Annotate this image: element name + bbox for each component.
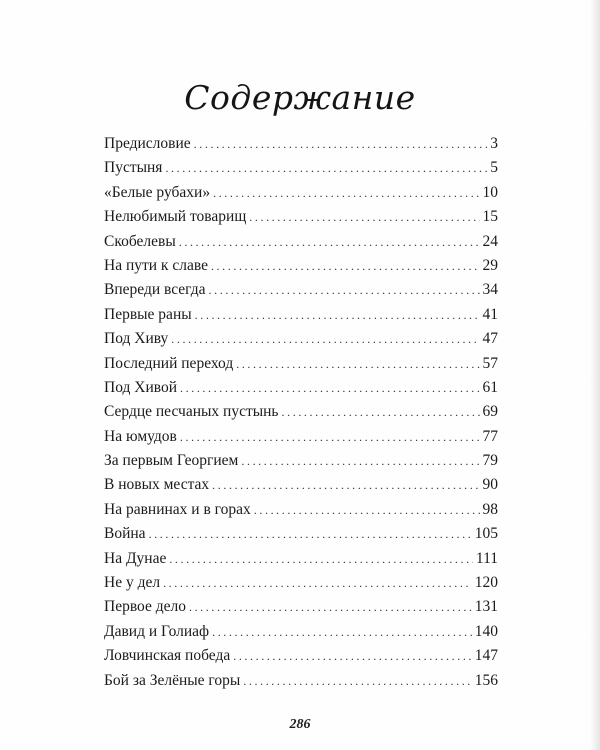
- toc-entry-title: Под Хивой: [104, 378, 178, 396]
- toc-entry-page: 147: [474, 647, 498, 665]
- toc-leader-dots: [282, 400, 480, 424]
- toc-leader-dots: [171, 327, 479, 351]
- toc-entry: [104, 595, 498, 619]
- toc-entry-title: Война: [104, 525, 146, 543]
- toc-leader-dots: [249, 205, 479, 229]
- toc-entry-title: Нелюбимый товарищ: [104, 208, 247, 226]
- toc-entry: [104, 400, 498, 424]
- toc-leader-dots: [209, 278, 480, 302]
- toc-entry-title: На юмудов: [104, 427, 177, 445]
- toc-entry-title: Ловчинская победа: [104, 647, 231, 665]
- toc-entry: [104, 132, 498, 156]
- toc-entry-title: Давид и Голиаф: [104, 622, 210, 640]
- page-number: 286: [289, 717, 311, 732]
- toc-entry-title: Первые раны: [104, 305, 192, 323]
- toc-entry-page: 111: [475, 549, 498, 567]
- toc-entry-page: 120: [474, 574, 498, 592]
- toc-leader-dots: [213, 181, 479, 205]
- toc-entry-page: 79: [482, 452, 498, 470]
- toc-entry-page: 3: [490, 135, 498, 152]
- toc-entry: [104, 327, 498, 351]
- toc-entry-title: Впереди всегда: [104, 281, 206, 299]
- toc-entry-page: 105: [474, 525, 498, 543]
- toc-entry-title: «Белые рубахи»: [104, 183, 211, 201]
- toc-entry: [104, 303, 498, 327]
- toc-entry-page: 77: [482, 427, 498, 445]
- toc-entry: [104, 425, 498, 449]
- toc-entry-title: На Дунае: [104, 549, 167, 567]
- toc-entry-title: На пути к славе: [104, 256, 208, 274]
- toc-entry-page: 29: [482, 256, 498, 274]
- toc-leader-dots: [194, 132, 488, 156]
- toc-entry-title: Последний переход: [104, 354, 234, 372]
- toc-entry: [104, 230, 498, 254]
- toc-entry-page: 140: [474, 622, 498, 640]
- toc-entry-page: 57: [482, 354, 498, 372]
- toc-entry: [104, 620, 498, 644]
- toc-entry-page: 47: [482, 330, 498, 348]
- toc-leader-dots: [233, 644, 472, 668]
- toc-leader-dots: [195, 303, 480, 327]
- toc-entry-title: Сердце песчаных пустынь: [104, 403, 279, 421]
- toc-entry-title: Предисловие: [104, 135, 191, 152]
- toc-entry: [104, 156, 498, 180]
- toc-leader-dots: [243, 669, 471, 693]
- toc-entry-title: Пустыня: [104, 159, 163, 177]
- toc-leader-dots: [241, 449, 479, 473]
- toc-entry-title: Бой за Зелёные горы: [104, 671, 241, 689]
- toc-entry: [104, 522, 498, 546]
- toc-entry: [104, 571, 498, 595]
- toc-leader-dots: [180, 376, 479, 400]
- toc-entry: [104, 181, 498, 205]
- toc-entry: [104, 498, 498, 522]
- toc-leader-dots: [236, 352, 479, 376]
- page-title: Содержание: [184, 78, 416, 117]
- toc-leader-dots: [180, 425, 480, 449]
- toc-entry: [104, 376, 498, 400]
- toc-leader-dots: [254, 498, 480, 522]
- toc-entry-title: За первым Георгием: [104, 452, 239, 470]
- toc-entry: [104, 669, 498, 693]
- toc-entry-page: 34: [482, 281, 498, 299]
- table-of-contents: [104, 132, 498, 693]
- toc-entry-page: 69: [482, 403, 498, 421]
- toc-entry-title: Не у дел: [104, 574, 161, 592]
- toc-leader-dots: [169, 547, 473, 571]
- toc-entry-title: Скобелевы: [104, 232, 176, 250]
- toc-entry-page: 156: [474, 671, 498, 689]
- toc-entry: [104, 352, 498, 376]
- toc-leader-dots: [179, 230, 480, 254]
- toc-entry-page: 61: [482, 378, 498, 396]
- toc-entry: [104, 278, 498, 302]
- toc-leader-dots: [211, 254, 480, 278]
- toc-entry-page: 131: [474, 598, 498, 616]
- toc-entry-page: 41: [482, 305, 498, 323]
- toc-entry: [104, 473, 498, 497]
- toc-entry-page: 24: [482, 232, 498, 250]
- toc-entry-page: 90: [482, 476, 498, 494]
- toc-leader-dots: [212, 620, 472, 644]
- toc-leader-dots: [165, 156, 487, 180]
- toc-leader-dots: [189, 595, 472, 619]
- toc-entry-title: В новых местах: [104, 476, 210, 494]
- toc-entry-title: На равнинах и в горах: [104, 500, 251, 518]
- toc-entry: [104, 205, 498, 229]
- toc-leader-dots: [163, 571, 472, 595]
- toc-entry: [104, 547, 498, 571]
- toc-entry-title: Первое дело: [104, 598, 186, 616]
- toc-entry-page: 5: [490, 159, 498, 177]
- toc-entry: [104, 449, 498, 473]
- toc-entry-page: 10: [482, 183, 498, 201]
- toc-entry-title: Под Хиву: [104, 330, 169, 348]
- toc-entry-page: 98: [482, 500, 498, 518]
- toc-entry: [104, 644, 498, 668]
- toc-entry-page: 15: [482, 208, 498, 226]
- toc-leader-dots: [212, 473, 479, 497]
- toc-leader-dots: [149, 522, 472, 546]
- toc-entry: [104, 254, 498, 278]
